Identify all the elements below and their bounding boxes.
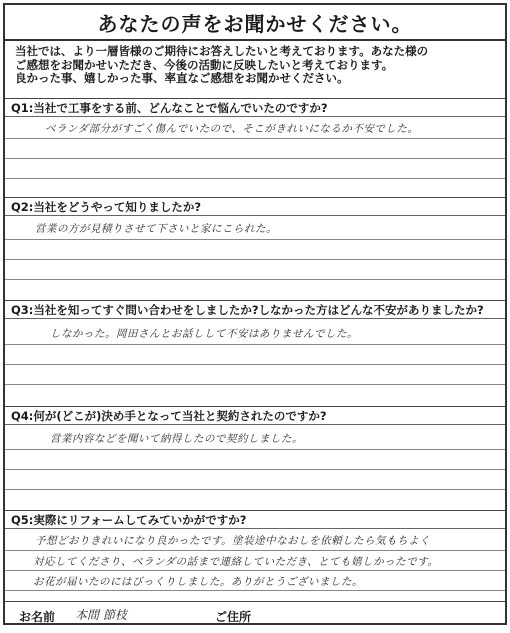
question-5-answer-line: お花が届いたのにはびっくりしました。ありがとうございました。 <box>33 576 363 588</box>
question-1-label: Q1:当社で工事をする前、どんなことで悩んでいたのですか? <box>5 98 505 117</box>
name-label: お名前 <box>19 610 56 624</box>
answer-rule <box>5 259 505 260</box>
question-3-answer-line: しなかった。岡田さんとお話しして不安はありませんでした。 <box>50 328 358 340</box>
question-2-label: Q2:当社をどうやって知りましたか? <box>5 197 505 216</box>
question-2-answer-line: 営業の方が見積りさせて下さいと家にこられた。 <box>35 223 277 235</box>
question-4-answer-line: 営業内容などを聞いて納得したので契約しました。 <box>50 433 303 445</box>
question-5-label: Q5:実際にリフォームしてみていかがですか? <box>5 510 505 529</box>
answer-rule <box>5 469 505 470</box>
answer-rule <box>5 550 505 551</box>
intro-text <box>15 45 495 86</box>
answer-rule <box>5 364 505 365</box>
answer-rule <box>5 178 505 179</box>
question-5-answer-line: 予想どおりきれいになり良かったです。塗装途中なおしを依頼したら気もちよく <box>35 535 431 547</box>
question-4-label: Q4:何が(どこが)決め手となって当社と契約されたのですか? <box>5 406 505 425</box>
answer-rule <box>5 138 505 139</box>
answer-rule <box>5 449 505 450</box>
survey-sheet <box>3 3 507 625</box>
question-3-label: Q3:当社を知ってすぐ問い合わせをしましたか?しなかった方はどんな不安がありましたか? <box>5 300 505 319</box>
answer-rule <box>5 239 505 240</box>
answer-rule <box>5 279 505 280</box>
address-label: ご住所 <box>215 610 252 624</box>
intro-line: 良かった事、嬉しかった事、率直なご感想をお聞かせください。 <box>15 71 349 85</box>
answer-rule <box>5 344 505 345</box>
question-1-answer-line: ベランダ部分がすごく傷んでいたので、そこがきれいになるか不安でした。 <box>45 123 419 135</box>
answer-rule <box>5 570 505 571</box>
intro-line: ご感想をお聞かせいただき、今後の活動に反映したいと考えております。 <box>15 57 394 72</box>
answer-rule <box>5 590 505 591</box>
name-value: 本間 節枝 <box>75 608 127 622</box>
form-title: あなたの声をお聞かせください。 <box>5 5 505 41</box>
intro-line: 当社では、より一層皆様のご期待にお答えしたいと考えております。あなた様の <box>15 44 429 58</box>
question-5-answer-line: 対応してくださり、ベランダの話まで連絡していただき、とても嬉しかったです。 <box>33 556 439 568</box>
respondent-footer <box>5 601 505 626</box>
answer-rule <box>5 384 505 385</box>
answer-rule <box>5 489 505 490</box>
answer-rule <box>5 158 505 159</box>
